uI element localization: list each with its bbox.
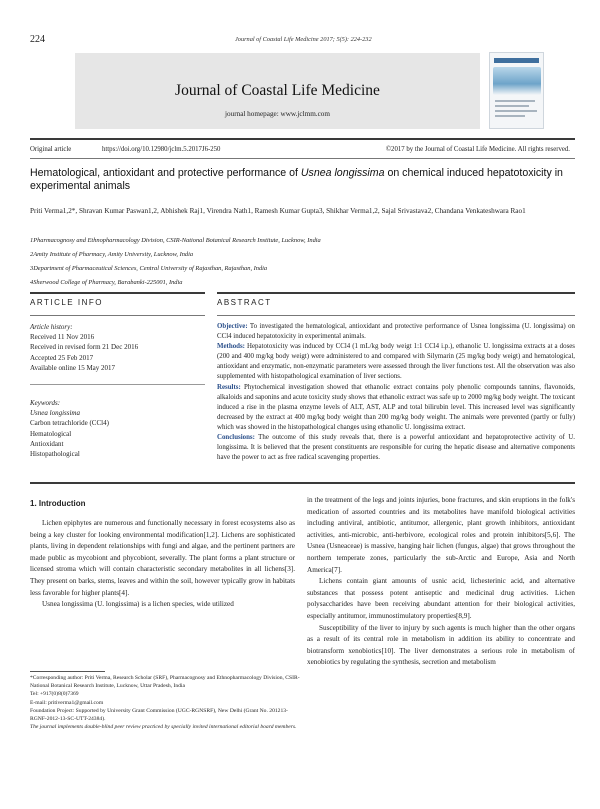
article-meta-line [30, 146, 570, 153]
intro-column-right [307, 495, 575, 669]
objective-label: Objective: [217, 323, 248, 330]
info-rule-top [30, 292, 205, 294]
footnote-rule [30, 671, 105, 672]
conclusions-text: The outcome of this study reveals that, there is a powerful antioxidant and hepatoprotective activity of U. longissima. It is believed that the present constituents are responsible for curing the hepatic disease and alternative components have the power to act as free radical scavenging properties. [217, 434, 575, 462]
info-rule-kw [30, 384, 205, 385]
journal-cover-thumbnail [489, 52, 544, 129]
history-revised: Received in revised form 21 Dec 2016 [30, 343, 139, 352]
doi-link[interactable]: https://doi.org/10.12980/jclm.5.2017J6-250 [102, 146, 221, 153]
history-accepted: Accepted 25 Feb 2017 [30, 353, 94, 362]
footnote-foundation: Foundation Project: Supported by University Grant Commission (UGC-RGNSRF), New Delhi (Grant No. 201213-RGNF-2012-13-SC-UTT-24384). [30, 707, 288, 723]
page-number: 224 [30, 34, 45, 45]
methods-label: Methods: [217, 343, 245, 351]
abstract-rule-bottom [30, 482, 575, 484]
intro-paragraph-3: in the treatment of the legs and joints injuries, bone fractures, and skin eruptions in the folk's medication of assorted countries and its metabolites have manifold biological activities including antiviral, antibiotic, antitumor, allergenic, plant growth inhibitors, antioxidant activities, anti-microbic, anti-herbivore, ecological roles and protein inhibitors[5,6]. The Usnea (Usneaceae) is massive, hanging hair lichen (fungus, algae) that grows throughout the northern temperate zones, particularly the sub-Arctic and Europe, Asia and North America[7]. [307, 496, 575, 574]
history-received: Received 11 Nov 2016 [30, 333, 95, 342]
footnote-tel: Tel: +917(0)8(0)7369 [30, 691, 79, 698]
info-rule-mid [30, 315, 205, 316]
keyword-2: Carbon tetrachloride (CCl4) [30, 419, 109, 428]
history-label: Article history: [30, 323, 73, 331]
journal-homepage: journal homepage: www.jclmm.com [225, 110, 330, 118]
footnote-corresponding: *Corresponding author: Priti Verma, Research Scholar (SRF), Pharmacognosy and Ethnopharmacology Division, CSIR-National Botanical Research Institute, Lucknow, Uttar Pradesh, India [30, 675, 300, 690]
footnote-email[interactable]: E-mail: pritiverma1@gmail.com [30, 699, 104, 706]
abstract-body [217, 322, 575, 463]
results-text: Phytochemical investigation showed that ethanolic extract contains poly phenolic compounds tannins, flavonoids, alkaloids and saponins and acute toxicity study shows that ethanolic extract was safe up to 2000 mg/kg body weight. The toxicant induced a rise in the plasma enzyme levels of ALT, AST, ALP and total bilirubin level. This increased level was significantly decreased by the extract at 400 mg/kg body weight than 200 mg/kg body weight. The animals were prevented (partly or fully) which was showed in the histopathological changes using ethanolic U. longissima extract. [217, 383, 575, 431]
footnote-review: The journal implements double-blind peer review practiced by specially invited international editorial board members. [30, 724, 297, 731]
meta-rule [30, 158, 575, 159]
copyright: ©2017 by the Journal of Coastal Life Medicine. All rights reserved. [385, 146, 570, 153]
intro-paragraph-5: Susceptibility of the liver to injury by such agents is much higher than the other organs as a result of its central role in metabolism in addition its ability to concentrate and biotransform xenobiotics[10]. The liver demonstrates a serious role in metabolism of xenobiotics by regulating the synthesis, secretion and metabolism [307, 623, 575, 667]
history-online: Available online 15 May 2017 [30, 363, 116, 372]
keywords-label: Keywords: [30, 399, 61, 407]
article-title: Hematological, antioxidant and protective performance of Usnea longissima on chemical induced hepatotoxicity in experimental animals [30, 167, 563, 192]
affiliation-4: 4Sherwood College of Pharmacy, Barabanki-225001, India [30, 279, 183, 286]
intro-paragraph-2: Usnea longissima (U. longissima) is a lichen species, wide utilized [42, 600, 234, 609]
results-label: Results: [217, 383, 241, 391]
abstract-heading: ABSTRACT [217, 298, 272, 307]
running-head: Journal of Coastal Life Medicine 2017; 5(5): 224-232 [235, 36, 372, 43]
introduction-heading: 1. Introduction [30, 499, 86, 508]
footnotes [30, 674, 300, 731]
keyword-1: Usnea longissima [30, 409, 80, 418]
keyword-5: Histopathological [30, 450, 80, 459]
journal-title: Journal of Coastal Life Medicine [175, 82, 380, 99]
author-list: Priti Verma1,2*, Shravan Kumar Paswan1,2, Abhishek Raj1, Virendra Nath1, Ramesh Kumar Gupta3, Shikhar Verma1,2, Sajal Srivastava2, Chandana Venkateshwara Rao1 [30, 207, 526, 215]
objective-text: To investigated the hematological, antioxidant and protective performance of Usnea longissima (U. longissima) on CCl4 induced hepatotoxicity in experimental animals. [217, 323, 575, 341]
abstract-rule-mid [217, 315, 575, 316]
title-species: Usnea longissima [300, 167, 385, 179]
conclusions-label: Conclusions: [217, 434, 255, 442]
keyword-3: Hematological [30, 429, 72, 438]
keyword-4: Antioxidant [30, 439, 64, 448]
intro-paragraph-1: Lichen epiphytes are numerous and functionally necessary in forest ecosystems also as being a key cluster for looking environmental modification[1,2]. Lichens are sophisticated plants, living in dependent relationships with fungi and algae, and the pertinent partners are made public as mycobiont and phycobiont, severally. The plant forms a plant structure or licensed stroma which will contain characteristic secondary metabolites in all lichens[3]. They present on barks, stems, leaves and within the soil, however typically grow in habitats less favorable for higher plants[4]. [30, 519, 295, 597]
intro-column-left [30, 518, 295, 611]
affiliation-1: 1Pharmacognosy and Ethnopharmacology Division, CSIR-National Botanical Research Institute, Lucknow, India [30, 237, 321, 244]
methods-text: Hepatotoxicity was induced by CCl4 (1 mL/kg body weigt 1:1 CCl4 i.p.), ethanolic U. longissima extracts at a doses (200 and 400 mg/kg body weigt) were administered to and compared with Silymarin (25 mg/kg body weigt) and hematological, antioxidant and enzymatic, non-enzymatic parameters were assessed through the liver functions test. All the observation was also supplemented with histopathological examination of liver sections. [217, 343, 575, 381]
intro-paragraph-4: Lichens contain giant amounts of usnic acid, lichesterinic acid, and alternative substances that possess potent antiseptic and medicinal drug activities. Lichen polysaccharides have been receiving abundant attention for their biological activities, especially antitumor, immunostimulatory properties[8,9]. [307, 577, 575, 620]
affiliation-3: 3Department of Pharmaceutical Sciences, Central University of Rajasthan, Rajasthan, India [30, 265, 268, 272]
keywords [30, 398, 205, 459]
affiliation-2: 2Amity Institute of Pharmacy, Amity University, Lucknow, India [30, 251, 194, 258]
abstract-rule-top [217, 292, 575, 294]
article-type: Original article [30, 146, 72, 153]
article-info-heading: ARTICLE INFO [30, 298, 103, 307]
header-rule [30, 138, 575, 140]
article-history [30, 322, 205, 373]
